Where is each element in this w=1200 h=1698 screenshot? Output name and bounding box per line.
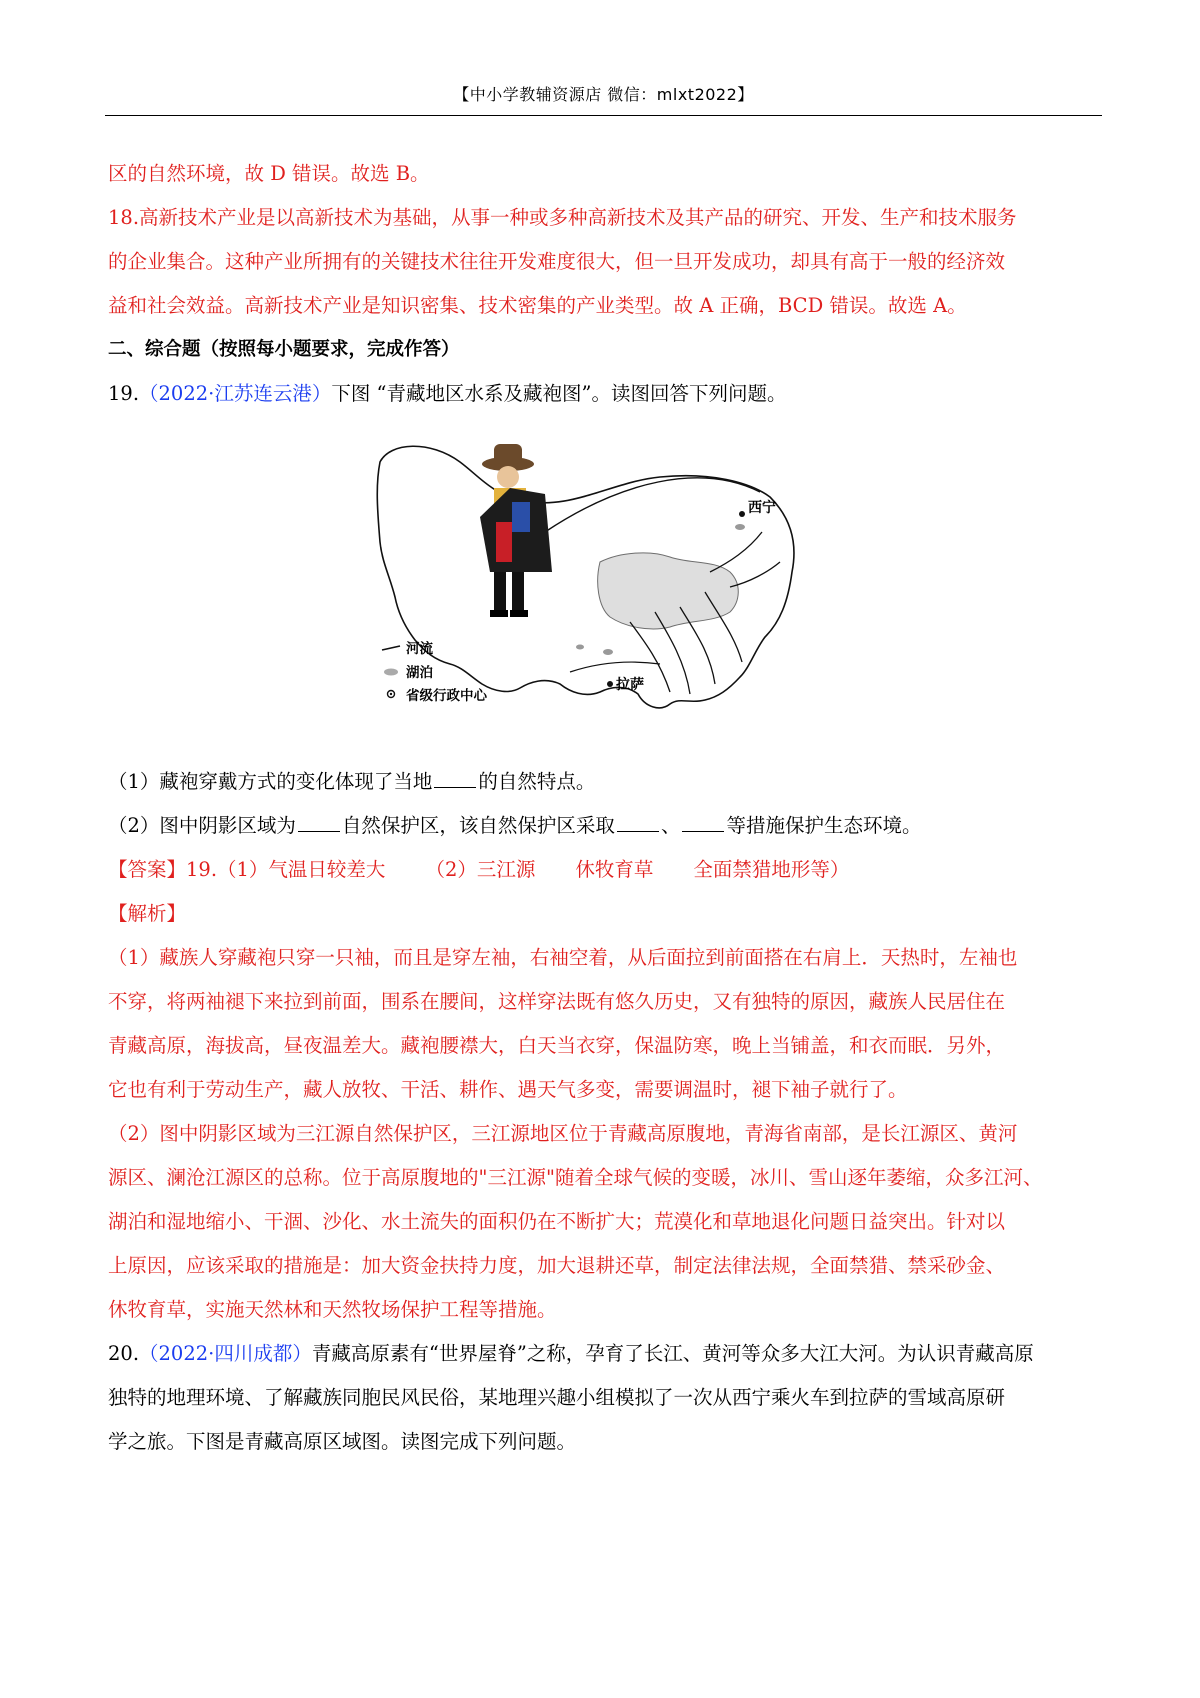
answer-part-3: 休牧育草 — [575, 858, 654, 881]
answer-blank[interactable] — [682, 813, 724, 832]
answer-label: 【答案】19. — [108, 858, 218, 881]
q20-text-1: 青藏高原素有“世界屋脊”之称，孕育了长江、黄河等众多大江大河。为认识青藏高原 — [311, 1342, 1034, 1365]
q19-sub1-text-a: （1）藏袍穿戴方式的变化体现了当地 — [108, 770, 433, 793]
analysis-line: 休牧育草，实施天然林和天然牧场保护工程等措施。 — [108, 1298, 557, 1321]
analysis-line: 青藏高原，海拔高，昼夜温差大。藏袍腰襟大，白天当衣穿，保温防寒，晚上当铺盖，和衣而眠．另外， — [108, 1034, 1006, 1057]
analysis-line: （2）图中阴影区域为三江源自然保护区，三江源地区位于青藏高原腹地，青海省南部，是长江源区、黄河 — [108, 1122, 1018, 1145]
q20-number: 20. — [108, 1342, 140, 1365]
river-line — [570, 662, 660, 672]
prev-answer-line: 区的自然环境，故 D 错误。故选 B。 — [108, 162, 430, 185]
sanjiangyuan-shaded-region — [598, 553, 739, 629]
q19-sub1 — [108, 760, 1100, 804]
q18-line-2: 的企业集合。这种产业所拥有的关键技术往往开发难度很大，但一旦开发成功，却具有高于一般的经济效 — [108, 250, 1006, 273]
tibetan-robe-figure-illustration — [480, 444, 552, 617]
header-divider — [105, 115, 1102, 116]
q20-source: （2022·四川成都） — [139, 1342, 312, 1365]
tibet-map-figure — [108, 422, 1100, 752]
lhasa-marker — [607, 681, 613, 687]
analysis-line: （1）藏族人穿藏袍只穿一只袖，而且是穿左袖，右袖空着，从后面拉到前面搭在右肩上．天热时，左袖也 — [108, 946, 1018, 969]
q19-sub2-text-a: （2）图中阴影区域为 — [108, 814, 296, 837]
q19-sub2 — [108, 804, 1100, 848]
q19-answer — [108, 848, 1100, 892]
xining-marker — [739, 511, 745, 517]
map-legend — [382, 640, 487, 704]
page-header: 【中小学教辅资源店 微信：mlxt2022】 — [453, 85, 754, 104]
q19-sub2-text-d: 等措施保护生态环境。 — [726, 814, 922, 837]
answer-part-2: （2）三江源 — [425, 858, 536, 881]
legend-capital: 省级行政中心 — [406, 688, 487, 704]
q20-line-3: 学之旅。下图是青藏高原区域图。读图完成下列问题。 — [108, 1430, 577, 1453]
q18-line-3: 益和社会效益。高新技术产业是知识密集、技术密集的产业类型。故 A 正确，BCD 错误。故选 A。 — [108, 294, 967, 317]
answer-blank[interactable] — [434, 769, 476, 788]
q18-line-1: 18.高新技术产业是以高新技术为基础，从事一种或多种高新技术及其产品的研究、开发、生产和技术服务 — [108, 206, 1017, 229]
analysis-line: 源区、澜沧江源区的总称。位于高原腹地的"三江源"随着全球气候的变暖，冰川、雪山逐年萎缩，众多江河、 — [108, 1166, 1043, 1189]
section-title: 二、综合题（按照每小题要求，完成作答） — [108, 339, 460, 360]
q19-source: （2022·江苏连云港） — [139, 382, 332, 405]
lake — [735, 524, 745, 530]
legend-lake: 湖泊 — [406, 665, 433, 681]
analysis-line: 湖泊和湿地缩小、干涸、沙化、水土流失的面积仍在不断扩大；荒漠化和草地退化问题日益突出。针对以 — [108, 1210, 1006, 1233]
page-content — [108, 152, 1100, 1464]
q20-line-2: 独特的地理环境、了解藏族同胞民风民俗，某地理兴趣小组模拟了一次从西宁乘火车到拉萨的雪域高原研 — [108, 1386, 1006, 1409]
q19-sub2-text-b: 自然保护区，该自然保护区采取 — [341, 814, 615, 837]
answer-blank[interactable] — [617, 813, 659, 832]
lhasa-label: 拉萨 — [616, 677, 644, 693]
plateau-arc — [545, 478, 760, 532]
analysis-label: 【解析】 — [108, 902, 187, 925]
answer-part-1: （1）气温日较差大 — [217, 858, 386, 881]
analysis-line: 它也有利于劳动生产，藏人放牧、干活、耕作、遇天气多变，需要调温时，褪下袖子就行了。 — [108, 1078, 908, 1101]
q19-stem — [108, 372, 1100, 416]
xining-label: 西宁 — [748, 500, 776, 516]
tibet-water-system-map — [370, 422, 840, 742]
q20-line-1 — [108, 1332, 1100, 1376]
lake — [576, 645, 584, 650]
q19-sub1-text-b: 的自然特点。 — [478, 770, 596, 793]
legend-river: 河流 — [406, 641, 433, 657]
analysis-line: 上原因，应该采取的措施是：加大资金扶持力度，加大退耕还草，制定法律法规，全面禁猎、禁采砂金、 — [108, 1254, 1006, 1277]
answer-part-4: 全面禁猎地形等） — [693, 858, 850, 881]
analysis-line: 不穿，将两袖褪下来拉到前面，围系在腰间，这样穿法既有悠久历史，又有独特的原因，藏族人民居住在 — [108, 990, 1006, 1013]
q19-sub2-text-c: 、 — [660, 814, 681, 837]
lake — [603, 649, 613, 655]
q19-number: 19. — [108, 382, 140, 405]
q19-stem-text: 下图 “青藏地区水系及藏袍图”。读图回答下列问题。 — [331, 382, 787, 405]
answer-blank[interactable] — [298, 813, 340, 832]
